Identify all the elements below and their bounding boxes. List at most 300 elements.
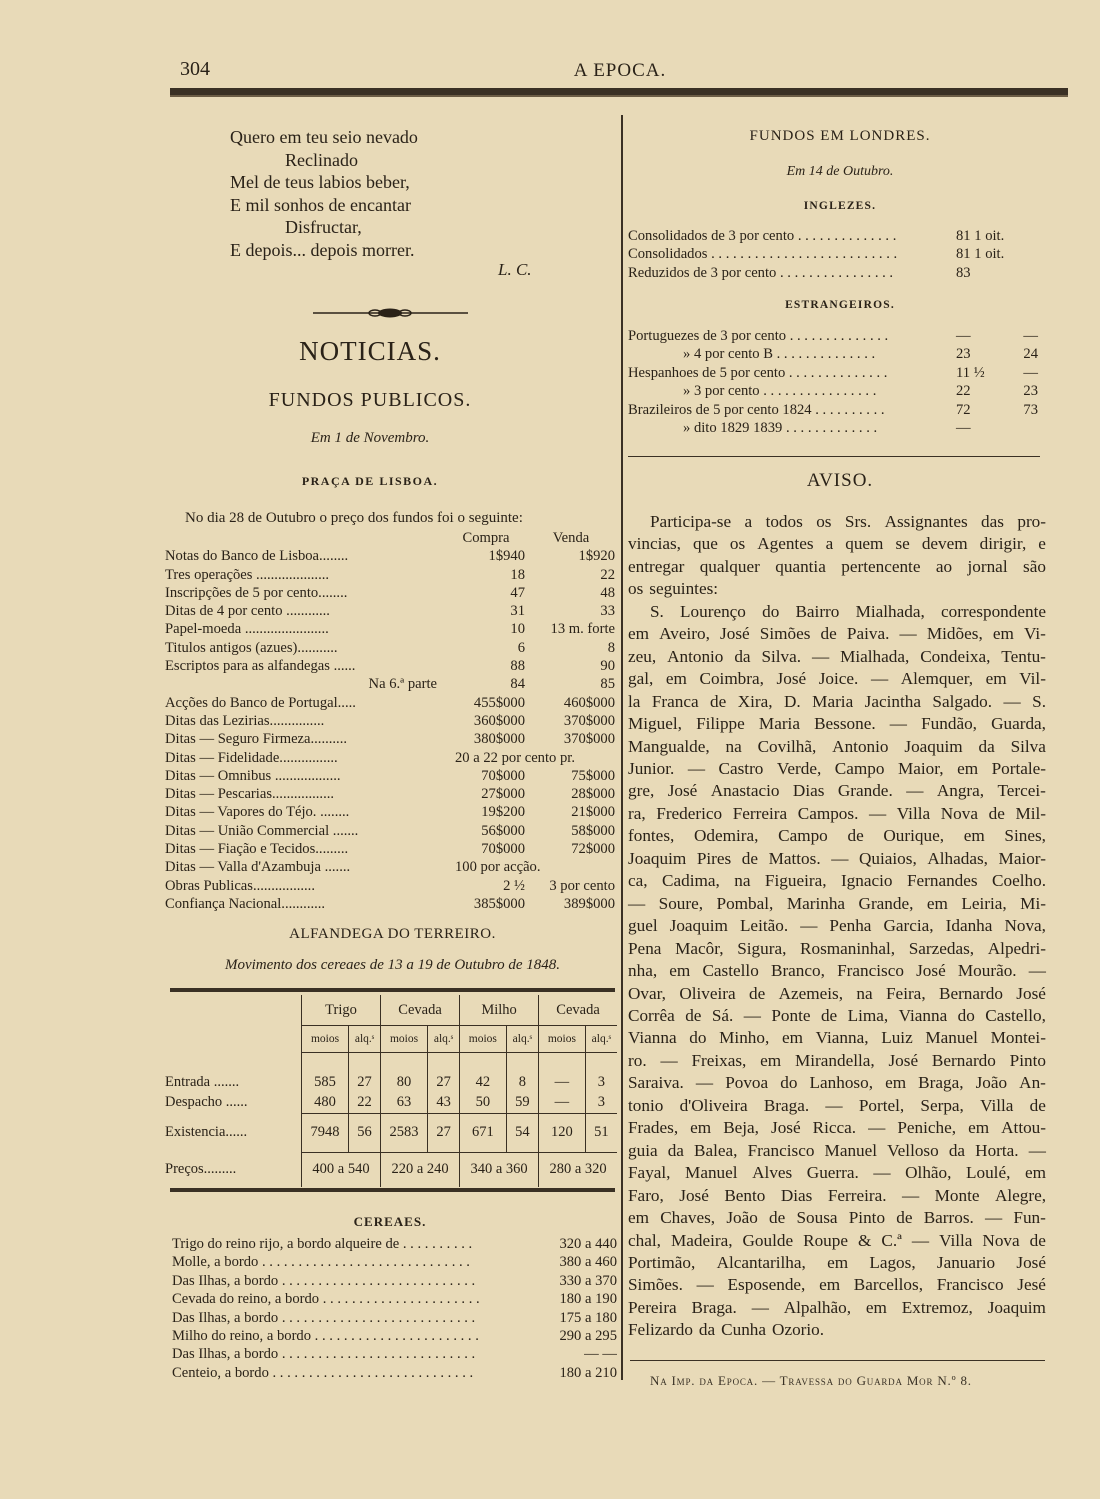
fund-price-note: 100 por acção. — [455, 859, 541, 876]
fundos-row — [165, 566, 615, 584]
fund-venda: 389$000 — [563, 895, 615, 912]
london-fund-name: Brazileiros de 5 por cento 1824 . . . . . . . . . . — [628, 401, 885, 418]
fund-compra: 88 — [510, 658, 525, 675]
london-fund-price: 11 ½ — [956, 364, 985, 381]
fund-venda: 85 — [600, 676, 615, 693]
fund-compra: 455$000 — [473, 694, 525, 711]
word: Guarda, — [991, 714, 1046, 734]
word: Simões — [759, 624, 811, 644]
poem-line: E depois... depois morrer. — [230, 239, 415, 260]
cereal-row — [172, 1309, 617, 1327]
word: Francisco — [936, 1275, 1004, 1295]
word: a — [744, 512, 753, 531]
word: Villa — [896, 803, 931, 823]
word: José — [679, 1185, 709, 1205]
footer-rule — [630, 1360, 1045, 1361]
aviso-line — [628, 668, 1046, 690]
col-compra: Compra — [462, 530, 510, 546]
word: Vi- — [1024, 624, 1046, 644]
word: Bernardo — [938, 983, 1003, 1003]
poem-line: Disfructar, — [285, 217, 362, 238]
word: — — [1003, 691, 1021, 711]
word: Sines, — [1004, 826, 1046, 846]
word: ro. — [628, 1050, 647, 1070]
aviso-line — [628, 780, 1046, 802]
fund-compra: 70$000 — [481, 841, 525, 858]
word: Vianna — [628, 1028, 677, 1048]
inglezes-table — [628, 227, 1038, 282]
word: José — [776, 669, 807, 689]
word: Nova — [982, 1230, 1020, 1250]
word: de — [896, 1208, 913, 1228]
word: Mialhada, — [840, 646, 910, 666]
header-rule — [170, 88, 1068, 97]
poem-line: Quero em teu seio nevado — [230, 127, 418, 147]
word: Ozorio. — [772, 1320, 825, 1340]
fund-compra: 31 — [510, 603, 525, 620]
word: da — [978, 736, 995, 756]
poem-line: E mil sonhos de encantar — [230, 194, 411, 215]
inglezes-heading: INGLEZES. — [803, 200, 877, 212]
word: fontes, — [628, 826, 675, 846]
fund-venda: 90 — [600, 658, 615, 675]
fundos-row — [165, 858, 615, 876]
word: Midões, — [926, 624, 983, 644]
alfandega-table — [165, 995, 617, 1187]
word: Maria — [758, 714, 800, 734]
fund-venda: 370$000 — [563, 731, 615, 748]
fund-name: Notas do Banco de Lisboa........ — [165, 548, 349, 565]
london-fund-row — [628, 227, 1038, 245]
word: — — [696, 1275, 714, 1295]
movement-value: 56 — [349, 1113, 381, 1152]
fundos-row — [165, 749, 615, 767]
fund-name: Ditas — Seguro Firmeza.......... — [165, 731, 347, 748]
word: Penha — [829, 916, 872, 936]
word: em — [968, 1118, 990, 1138]
fund-compra: 6 — [517, 639, 525, 656]
word: Grande, — [858, 893, 914, 913]
word: de — [710, 691, 727, 711]
aviso-line — [628, 1230, 1046, 1252]
fundos-row — [165, 785, 615, 803]
cereal-price: 180 a 210 — [556, 1364, 617, 1382]
word: Pereira — [628, 1297, 677, 1317]
word: — — [1028, 1140, 1046, 1160]
word: Campos. — [797, 803, 859, 823]
word: jornal — [967, 556, 1008, 576]
word: Jesé — [1017, 1275, 1046, 1295]
cereal-price: 320 a 440 — [556, 1235, 617, 1253]
word: Antonio — [832, 736, 889, 756]
word: em — [781, 1028, 803, 1048]
fund-name: Ditas — Omnibus .................. — [165, 767, 341, 784]
word: Quiaios, — [858, 848, 917, 868]
word: — — [812, 646, 830, 666]
word: — — [687, 758, 706, 778]
word: Campo — [834, 758, 885, 778]
fund-venda: 21$000 — [571, 804, 615, 821]
movement-value: 43 — [428, 1093, 460, 1114]
word: Lima, — [847, 1005, 889, 1025]
word: Nova, — [1004, 916, 1046, 936]
fund-venda: 28$000 — [571, 786, 615, 803]
fund-venda: 13 m. forte — [550, 621, 615, 638]
word: — — [911, 1230, 930, 1250]
blank-cell — [381, 1053, 428, 1073]
aviso-line — [628, 1162, 1046, 1184]
column-divider — [621, 115, 623, 1380]
aviso-line — [628, 1050, 1046, 1072]
london-fund-row — [628, 364, 1038, 382]
movement-value: 671 — [460, 1113, 507, 1152]
estrangeiros-heading: ESTRANGEIROS. — [785, 299, 895, 311]
london-fund-price: 81 1 oit. — [956, 246, 1005, 263]
word: vincias, — [628, 534, 681, 554]
praca-heading: PRAÇA DE LISBOA. — [301, 474, 439, 488]
price-range: 220 a 240 — [381, 1152, 460, 1187]
word: Cunha — [721, 1320, 767, 1340]
word: Castro — [718, 758, 764, 778]
london-fund-row — [628, 345, 1038, 363]
aviso-body — [628, 511, 1046, 1342]
aviso-line — [628, 533, 1046, 555]
aviso-line — [628, 1027, 1046, 1049]
word: — — [906, 781, 924, 801]
word: ao — [935, 556, 953, 576]
word: Tentu- — [1001, 646, 1046, 666]
fund-compra: 56$000 — [481, 822, 525, 839]
masthead-title: A EPOCA. — [573, 60, 667, 81]
word: Corrêa — [628, 1005, 675, 1025]
precos-label: Preços......... — [165, 1160, 237, 1177]
word: ra, — [628, 803, 646, 823]
word: Freixas, — [691, 1050, 747, 1070]
word: — — [825, 1095, 843, 1115]
unit-moios: moios — [460, 1026, 507, 1053]
fund-venda: 460$000 — [563, 694, 615, 711]
word: em — [957, 758, 979, 778]
word: Franca — [651, 691, 699, 711]
poem-line: Reclinado — [285, 149, 358, 170]
word: se — [895, 534, 910, 554]
aviso-line — [628, 870, 1046, 892]
movement-value: 120 — [539, 1113, 586, 1152]
word: os — [628, 579, 644, 599]
fund-name: Ditas das Lezirias............... — [165, 712, 325, 729]
fund-name: Ditas — Pescarias................. — [165, 786, 335, 803]
word: da — [734, 646, 751, 666]
fund-venda: 1$920 — [578, 548, 615, 565]
fund-venda: 48 — [600, 584, 615, 601]
word: em — [865, 1297, 887, 1317]
unit-moios: moios — [381, 1026, 428, 1053]
word: Idanha — [945, 916, 993, 936]
unit-alq: alq.ˢ — [428, 1026, 460, 1053]
word: Coimbra, — [699, 669, 764, 689]
fund-venda: 72$000 — [571, 841, 615, 858]
word: Sá. — [711, 1005, 734, 1025]
fund-compra: 10 — [510, 621, 525, 638]
word: Fayal, — [628, 1163, 671, 1183]
section-rule — [628, 456, 1040, 457]
aviso-line — [628, 758, 1046, 780]
word: Leitão. — [739, 916, 789, 936]
movement-value: — — [539, 1073, 586, 1093]
word: Miguel, — [628, 714, 682, 734]
word: Joaquim — [987, 1297, 1046, 1317]
aviso-line — [628, 1140, 1046, 1162]
word: Maior, — [897, 758, 944, 778]
london-fund-row — [628, 401, 1038, 419]
movement-label: Existencia...... — [165, 1124, 248, 1140]
word: em — [985, 669, 1007, 689]
fundos-row — [165, 803, 615, 821]
word: — — [743, 1005, 761, 1025]
word: em — [885, 1073, 907, 1093]
word: Condeixa, — [920, 646, 991, 666]
word: de — [988, 803, 1005, 823]
word: Povoa — [725, 1073, 769, 1093]
cereal-row — [172, 1253, 617, 1271]
aviso-line — [628, 1252, 1046, 1274]
ornament-divider-icon — [313, 306, 468, 320]
grain-header: Cevada — [381, 995, 460, 1026]
noticias-date: Em 1 de Novembro. — [310, 430, 430, 446]
aviso-line — [628, 556, 1046, 578]
fund-price-note: 20 a 22 por cento pr. — [455, 749, 575, 766]
word: Portel, — [858, 1095, 905, 1115]
word: Covilhã, — [757, 736, 817, 756]
word: Xira, — [737, 691, 773, 711]
word: Portale- — [991, 758, 1046, 778]
fundos-row — [165, 822, 615, 840]
word: devem — [921, 534, 968, 554]
word: na — [725, 736, 742, 756]
aviso-line — [628, 713, 1046, 735]
fund-name: Escriptos para as alfandegas ...... — [165, 658, 356, 675]
word: os — [816, 512, 832, 531]
table-top-rule — [170, 988, 615, 992]
blank-cell — [349, 1053, 381, 1073]
word: Joaquim — [904, 736, 963, 756]
fundos-table — [165, 529, 615, 913]
movement-value: 59 — [506, 1093, 539, 1114]
movement-value: 51 — [585, 1113, 617, 1152]
word: Joaquim — [628, 848, 687, 868]
blank-cell — [165, 1053, 302, 1073]
word: guel — [628, 916, 658, 936]
word: Soure, — [658, 893, 704, 913]
word: Maria — [812, 691, 854, 711]
word: Peniche, — [897, 1118, 957, 1138]
fund-name: Ditas de 4 por cento ............ — [165, 603, 330, 620]
movement-label: Entrada ....... — [165, 1074, 240, 1090]
fund-name: Inscripções de 5 por cento........ — [165, 584, 348, 601]
word: D. — [784, 691, 801, 711]
blank-cell — [428, 1053, 460, 1073]
aviso-line — [628, 960, 1046, 982]
word: Angra, — [936, 781, 985, 801]
fund-name: Titulos antigos (azues)........... — [165, 639, 338, 656]
word: Barros. — [923, 1208, 974, 1228]
word: d'Oliveira — [679, 1095, 748, 1115]
word: Francisco — [837, 961, 904, 981]
london-fund-name: Hespanhoes de 5 por cento . . . . . . . . . . . . . . — [628, 364, 888, 381]
word: de — [847, 826, 864, 846]
word: José — [771, 1118, 801, 1138]
fund-venda: 58$000 — [571, 822, 615, 839]
movement-value: 27 — [428, 1113, 460, 1152]
movement-value: 480 — [302, 1093, 349, 1114]
blank-cell — [460, 1053, 507, 1073]
fund-compra: 380$000 — [473, 731, 525, 748]
word: — — [660, 1050, 678, 1070]
word: em — [827, 1252, 849, 1272]
fundos-row — [165, 895, 615, 913]
word: em — [1024, 1163, 1046, 1183]
cereal-row — [172, 1327, 617, 1345]
word: entregar — [628, 556, 685, 576]
word: Villa — [939, 1230, 973, 1250]
word: Minho, — [719, 1028, 770, 1048]
word: do — [762, 601, 780, 621]
aviso-line — [628, 601, 1046, 623]
word: S. — [650, 601, 664, 621]
london-fund-row — [628, 264, 1038, 282]
word: gre, — [628, 781, 655, 801]
fund-name: Tres operações .................... — [165, 566, 330, 583]
word: Mangualde, — [628, 736, 710, 756]
word: Alegre, — [994, 1185, 1046, 1205]
word: Velloso — [887, 1140, 939, 1160]
fund-venda: 33 — [600, 603, 615, 620]
page-number: 304 — [180, 58, 210, 80]
word: Antonio — [667, 646, 724, 666]
word: Faro, — [628, 1185, 664, 1205]
movement-value: 3 — [585, 1093, 617, 1114]
aviso-line — [628, 1319, 1046, 1341]
precos-row — [165, 1152, 617, 1187]
word: Assignantes — [884, 512, 968, 531]
word: — — [868, 1118, 886, 1138]
word: An- — [1019, 1073, 1046, 1093]
word: Pombal, — [716, 893, 774, 913]
unit-row — [165, 1026, 617, 1053]
word: gal, — [628, 669, 654, 689]
word: em — [690, 1118, 712, 1138]
blank-cell — [585, 1053, 617, 1073]
aviso-line — [628, 578, 1046, 600]
word: Braga. — [763, 1095, 810, 1115]
word: os — [729, 534, 746, 554]
aviso-line — [628, 825, 1046, 847]
aviso-line — [628, 1185, 1046, 1207]
word: Jacintha — [864, 691, 921, 711]
word: José — [916, 961, 946, 981]
word: Lagos, — [869, 1252, 916, 1272]
aviso-line — [628, 893, 1046, 915]
word: Bairro — [795, 601, 840, 621]
word: em — [963, 826, 985, 846]
word: Serpa, — [920, 1095, 964, 1115]
word: de — [820, 1005, 838, 1025]
word: em — [760, 1050, 782, 1070]
aviso-line — [628, 1274, 1046, 1296]
fund-venda: 75$000 — [571, 767, 615, 784]
word: Branco, — [770, 961, 825, 981]
aviso-line — [628, 736, 1046, 758]
imprint-footer: Na Imp. da Epoca. — Travessa do Guarda Mor N.º 8. — [650, 1373, 972, 1388]
word: — — [751, 1297, 769, 1317]
word: Frederico — [656, 803, 723, 823]
alfandega-heading: ALFANDEGA DO TERREIRO. — [289, 926, 496, 942]
cereal-row — [172, 1290, 617, 1308]
word: na — [734, 871, 751, 891]
word: em — [992, 624, 1014, 644]
word: Joaquim — [669, 916, 728, 936]
word: Bento — [724, 1185, 766, 1205]
word: qualquer — [699, 556, 760, 576]
word: Ferreira. — [827, 1185, 887, 1205]
word: Simões. — [628, 1275, 683, 1295]
fundos-publicos-heading: FUNDOS PUBLICOS. — [268, 389, 472, 411]
word: Alhadas, — [927, 848, 988, 868]
word: Attou- — [1001, 1118, 1046, 1138]
grain-header: Cevada — [539, 995, 617, 1026]
word: em — [628, 624, 649, 644]
fundos-row — [165, 620, 615, 638]
word: Horta. — [975, 1140, 1019, 1160]
word: Silva — [1010, 736, 1046, 756]
price-range: 400 a 540 — [302, 1152, 381, 1187]
aviso-line — [628, 623, 1046, 645]
poem-signature: L. C. — [498, 260, 532, 279]
word: Anastacio — [710, 781, 780, 801]
word: do — [689, 1028, 707, 1048]
word: Macôr, — [675, 938, 724, 958]
word: Braga. — [691, 1297, 737, 1317]
word: — — [695, 1073, 714, 1093]
london-fund-name: Portuguezes de 3 por cento . . . . . . . . . . . . . . — [628, 328, 889, 344]
word: Silva. — [761, 646, 802, 666]
word: Pires — [696, 848, 732, 868]
word: pertencente — [841, 556, 921, 576]
spacer-row — [165, 1053, 617, 1073]
word: Participa-se — [650, 512, 732, 531]
london-fund-price-2: 23 — [1023, 383, 1038, 400]
london-fund-price: 23 — [956, 346, 971, 363]
word: Dias — [780, 1185, 813, 1205]
word: Braga, — [918, 1073, 964, 1093]
word: Luiz — [881, 1028, 913, 1048]
word: Verde, — [776, 758, 822, 778]
londres-date: Em 14 de Outubro. — [786, 164, 894, 179]
london-fund-name: Consolidados . . . . . . . . . . . . . . . . . . . . . . . . . . — [628, 246, 898, 263]
london-fund-price-2: 73 — [1023, 401, 1038, 418]
word: Coelho. — [992, 871, 1046, 891]
word: do — [780, 1073, 798, 1093]
london-fund-price: 83 — [956, 264, 971, 281]
word: Ponte — [771, 1005, 811, 1025]
word: — — [831, 848, 849, 868]
word: Leiria, — [961, 893, 1007, 913]
word: — — [628, 893, 646, 913]
word: José — [667, 781, 698, 801]
fund-name: Ditas — Valla d'Azambuja ....... — [165, 859, 351, 876]
blank-cell — [165, 995, 302, 1026]
word: Figueira, — [764, 871, 827, 891]
